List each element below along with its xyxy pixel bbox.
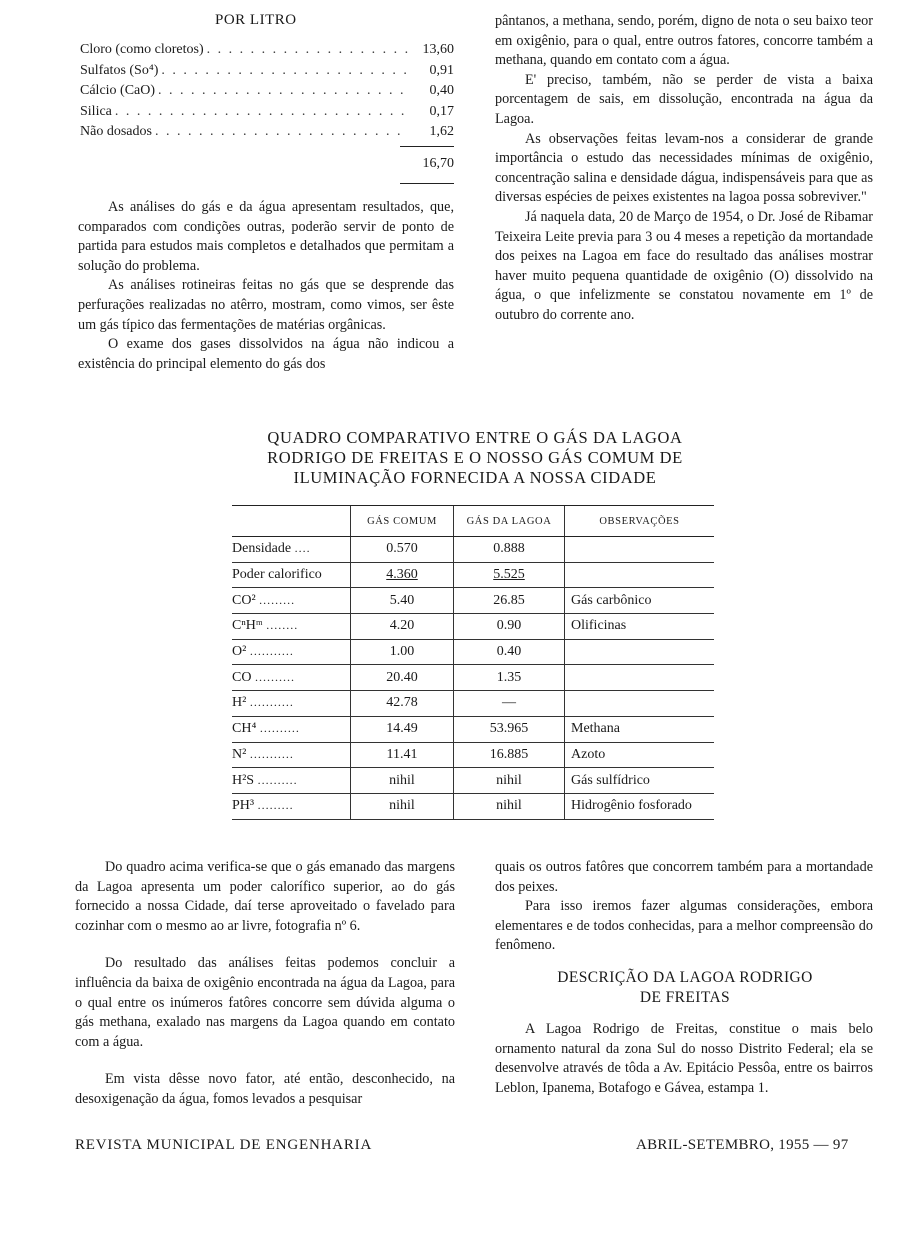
journal-name: REVISTA MUNICIPAL DE ENGENHARIA: [75, 1137, 373, 1153]
gas-comum-value: [351, 665, 454, 691]
table-row: [232, 691, 714, 717]
column-header-blank: [232, 506, 351, 537]
list-item: [80, 83, 454, 104]
observation: [565, 742, 715, 768]
paragraph: E' preciso, também, não se perder de vista a baixa porcentagem de sais, em dissolução, encontrada na água da Lagoa.: [495, 71, 873, 127]
observation-text: Gás carbônico: [571, 592, 652, 608]
gas-lagoa-value-text: 0.90: [496, 618, 522, 634]
paragraph: Para isso iremos fazer algumas considerações, embora elementares e de todos conhecidas, para a melhor compreensão do fenômeno.: [495, 898, 873, 954]
gas-lagoa-value-text: 0.40: [496, 644, 522, 660]
table-row: [232, 768, 714, 794]
table-row: [232, 716, 714, 742]
list-item: [80, 42, 454, 63]
gas-lagoa-value-text: nihil: [496, 798, 522, 814]
paragraph: quais os outros fatôres que concorrem também para a mortandade dos peixes.: [495, 859, 873, 895]
column-header-observacoes: OBSERVAÇÕES: [565, 506, 715, 537]
table-title-line: ILUMINAÇÃO FORNECIDA A NOSSA CIDADE: [293, 468, 657, 487]
row-name: H²: [232, 695, 247, 711]
row-label: [232, 537, 351, 563]
observation-text: Hidrogênio fosforado: [571, 798, 692, 814]
list-title: POR LITRO: [215, 12, 297, 28]
dot-leader: ...........: [249, 746, 294, 761]
item-value: 13,60: [422, 42, 454, 57]
gas-comum-value: [351, 691, 454, 717]
gas-comum-value: [351, 614, 454, 640]
gas-comum-value: [351, 742, 454, 768]
section-title-line: DESCRIÇÃO DA LAGOA RODRIGO: [557, 969, 813, 986]
paragraph: O exame dos gases dissolvidos na água não indicou a existência do principal elemento do gás dos: [78, 336, 454, 372]
observation: [565, 537, 715, 563]
paragraph: As observações feitas levam-nos a considerar de grande importância o estudo das necessidades mínimas de oxigênio, concentração salina e densidade dágua, indispensáveis para que as diversas espécies de peixes existentes na lagoa possa sobreviver.": [495, 130, 873, 206]
gas-comum-value-text: 1.00: [389, 644, 415, 660]
gas-comum-value-text: 20.40: [386, 669, 418, 685]
row-name: CO²: [232, 592, 256, 608]
gas-comum-value-text: 0.570: [386, 541, 418, 557]
gas-lagoa-value-text: nihil: [496, 772, 522, 788]
gas-comum-value: [351, 768, 454, 794]
gas-comum-value-text: 4.360: [386, 567, 418, 583]
table-row: [232, 537, 714, 563]
gas-comum-value: [351, 793, 454, 819]
gas-lagoa-value: [454, 768, 565, 794]
gas-lagoa-value-text: 5.525: [493, 567, 525, 583]
row-label: [232, 588, 351, 614]
item-label: Cloro (como cloretos): [80, 42, 204, 57]
composition-list: [80, 42, 454, 145]
table-title: [160, 428, 790, 488]
gas-comum-value-text: 4.20: [389, 618, 415, 634]
observation-text: Gás sulfídrico: [571, 772, 650, 788]
list-item: [80, 63, 454, 84]
section-body: [495, 1020, 873, 1098]
observation: [565, 691, 715, 717]
dot-leader: ..........: [257, 772, 298, 787]
table-row: [232, 742, 714, 768]
item-label: Cálcio (CaO): [80, 83, 156, 98]
item-value: 0,17: [429, 103, 454, 119]
table-header-row: [232, 506, 714, 537]
list-total: 16,70: [422, 156, 454, 171]
gas-lagoa-value: [454, 691, 565, 717]
gas-lagoa-value: [454, 588, 565, 614]
paragraph: pântanos, a methana, sendo, porém, digno de nota o seu baixo teor em oxigênio, para o qual, entre outros fatores, concorre também a methana, quando em contato com a água.: [495, 13, 873, 69]
gas-lagoa-value-text: 1.35: [496, 669, 522, 685]
dot-leader: ........: [266, 618, 299, 633]
observation-text: Methana: [571, 721, 620, 737]
dot-leader: [158, 83, 408, 99]
gas-comum-value: [351, 716, 454, 742]
gas-lagoa-value: [454, 537, 565, 563]
dot-leader: [207, 42, 408, 58]
observation: [565, 614, 715, 640]
gas-comum-value-text: 11.41: [386, 746, 418, 762]
item-value: 0,40: [429, 83, 454, 98]
observation-text: Azoto: [571, 746, 606, 762]
item-value: 1,62: [429, 124, 454, 139]
paragraph: Já naquela data, 20 de Março de 1954, o Dr. José de Ribamar Teixeira Leite previa para 3 ou 4 meses a repetição da mortandade dos peixes na Lagoa em face do resultado das análises mostrar haver muito pequena quantidade de oxigênio (O) dissolvido na água, o que infelizmente se constatou novamente em 1º de outubro do corrente ano.: [495, 208, 873, 323]
gas-lagoa-value-text: —: [502, 695, 516, 711]
gas-lagoa-value-text: 26.85: [493, 592, 525, 608]
row-name: O²: [232, 644, 247, 660]
table-row: [232, 588, 714, 614]
table-title-line: QUADRO COMPARATIVO ENTRE O GÁS DA LAGOA: [267, 428, 683, 447]
observation: [565, 716, 715, 742]
dot-leader: [155, 124, 408, 140]
paragraph: As análises rotineiras feitas no gás que se desprende das perfurações realizadas no atêrro, mostram, como vimos, ser êste um gás típico das fermentações de matérias orgânicas.: [78, 277, 454, 333]
row-name: H²S: [232, 772, 255, 788]
observation: [565, 768, 715, 794]
dot-leader: .........: [257, 798, 294, 813]
dot-leader: [115, 104, 408, 120]
row-name: CO: [232, 669, 252, 685]
dot-leader: ...........: [249, 695, 294, 710]
row-label: [232, 639, 351, 665]
dot-leader: [161, 63, 408, 79]
gas-lagoa-value: [454, 614, 565, 640]
gas-comum-value: [351, 537, 454, 563]
observation: [565, 793, 715, 819]
row-label: [232, 742, 351, 768]
section-title-line: DE FREITAS: [639, 989, 731, 1006]
section-title: [495, 968, 875, 1008]
table-row: [232, 665, 714, 691]
row-label: [232, 614, 351, 640]
gas-comum-value-text: 5.40: [389, 592, 415, 608]
table-title-line: RODRIGO DE FREITAS E O NOSSO GÁS COMUM DE: [267, 448, 683, 467]
column-header-gas-comum: GÁS COMUM: [351, 506, 454, 537]
gas-comum-value-text: nihil: [389, 772, 415, 788]
row-name: CH⁴: [232, 721, 257, 737]
table-row: [232, 793, 714, 819]
row-label: [232, 793, 351, 819]
gas-comum-value-text: 14.49: [386, 721, 418, 737]
sum-rule: [400, 146, 454, 147]
gas-lagoa-value: [454, 793, 565, 819]
gas-lagoa-value-text: 53.965: [489, 721, 529, 737]
gas-lagoa-value: [454, 562, 565, 588]
item-label: Silica: [80, 103, 112, 119]
row-name: Poder calorifico: [232, 567, 322, 583]
paragraph: As análises do gás e da água apresentam resultados, que, comparados com condições outras, poderão servir de ponto de partida para estudos mais completos e detalhados que permitam a solução do problema.: [78, 199, 454, 274]
left-column-bottom: [75, 858, 455, 1110]
observation: [565, 588, 715, 614]
table-row: [232, 614, 714, 640]
dot-leader: .........: [259, 592, 296, 607]
paragraph: A Lagoa Rodrigo de Freitas, constitue o mais belo ornamento natural da zona Sul do nosso Distrito Federal; ela se desenvolve através de tôda a Av. Epitácio Pessôa, entre os bairros Leblon, Ipanema, Botafogo e Gávea, estampa 1.: [495, 1021, 873, 1096]
paragraph: Do quadro acima verifica-se que o gás emanado das margens da Lagoa apresenta um poder calorífico superior, ao do gás fornecido a nossa Cidade, daí terse aproveitado o favelado para cozinhar com o mesmo ao ar livre, fotografia nº 6.: [75, 859, 455, 934]
paragraph: Em vista dêsse novo fator, até então, desconhecido, na desoxigenação da água, fomos levados a pesquisar: [75, 1071, 455, 1107]
gas-lagoa-value: [454, 716, 565, 742]
dot-leader: ....: [294, 541, 311, 556]
item-label: Sulfatos (So⁴): [80, 62, 159, 78]
gas-comum-value-text: nihil: [389, 798, 415, 814]
list-item: [80, 124, 454, 145]
row-label: [232, 691, 351, 717]
gas-comum-value: [351, 588, 454, 614]
right-column-top: [495, 12, 873, 326]
row-label: [232, 665, 351, 691]
gas-lagoa-value: [454, 639, 565, 665]
gas-lagoa-value-text: 0.888: [493, 541, 525, 557]
issue-and-page: ABRIL-SETEMBRO, 1955 — 97: [636, 1137, 849, 1153]
dot-leader: ..........: [259, 721, 300, 736]
right-column-bottom: [495, 858, 873, 956]
gas-comum-value: [351, 639, 454, 665]
table-row: [232, 562, 714, 588]
observation: [565, 562, 715, 588]
table-row: [232, 639, 714, 665]
gas-lagoa-value-text: 16.885: [489, 746, 529, 762]
item-label: Não dosados: [80, 124, 152, 139]
paragraph: Do resultado das análises feitas podemos concluir a influência da baixa de oxigênio encontrada na água da Lagoa, para o qual entre os inúmeros fatôres concorre sem dúvida alguma o gás methana, exalado nas margens da Lagoa quando em contato com a água.: [75, 955, 455, 1050]
list-item: [80, 104, 454, 125]
item-value: 0,91: [429, 62, 454, 78]
observation: [565, 639, 715, 665]
left-column-top: [78, 198, 454, 374]
row-name: PH³: [232, 798, 255, 814]
total-rule: [400, 183, 454, 184]
row-label: [232, 768, 351, 794]
row-name: Densidade: [232, 541, 292, 557]
dot-leader: ..........: [254, 669, 295, 684]
row-name: CⁿHᵐ: [232, 618, 263, 634]
row-name: N²: [232, 746, 247, 762]
gas-comum-value: [351, 562, 454, 588]
observation-text: Olificinas: [571, 618, 627, 634]
row-label: [232, 562, 351, 588]
gas-lagoa-value: [454, 665, 565, 691]
gas-comum-value-text: 42.78: [386, 695, 418, 711]
comparison-table: [232, 505, 714, 820]
gas-lagoa-value: [454, 742, 565, 768]
row-label: [232, 716, 351, 742]
observation: [565, 665, 715, 691]
column-header-gas-lagoa: GÁS DA LAGOA: [454, 506, 565, 537]
dot-leader: ...........: [249, 644, 294, 659]
